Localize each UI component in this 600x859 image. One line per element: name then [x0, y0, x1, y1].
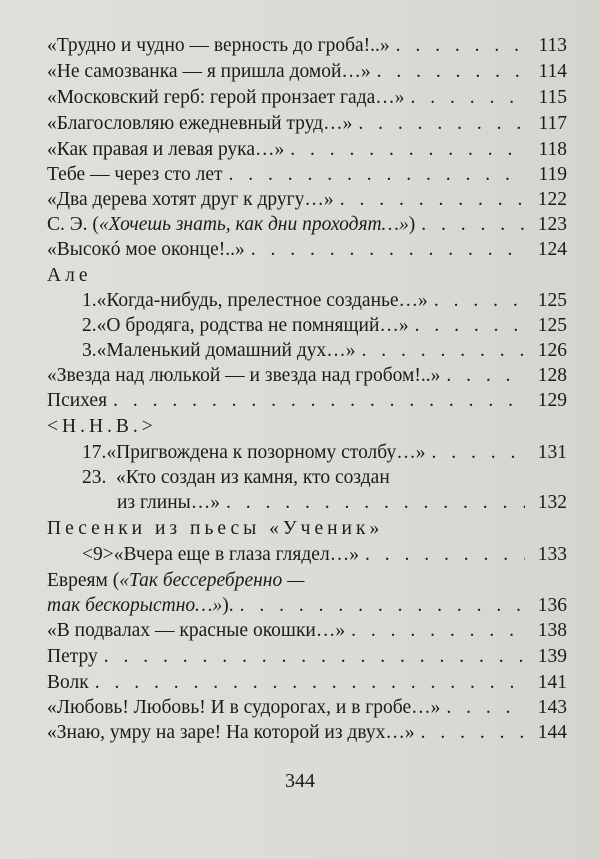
toc-entry-title: «О бродяга, родства не помнящий…» [96, 315, 409, 336]
toc-entry [47, 388, 567, 414]
toc-entry-title: «Высокó мое оконце!..» [47, 239, 245, 260]
toc-entry-title: «Трудно и чудно — верность до гроба!..» [47, 35, 390, 56]
toc-page-number: 114 [538, 61, 567, 82]
toc-subentry-number: 2. [82, 315, 97, 336]
toc-entry [47, 59, 567, 85]
page-number-footer: 344 [285, 770, 315, 792]
toc-entry-title: «Вчера еще в глаза глядел…» [113, 544, 359, 565]
toc-entry-title: Тебе — через сто лет [47, 164, 223, 185]
toc-subentry-number: 1. [82, 290, 97, 311]
dot-leader [421, 720, 525, 746]
toc-page-number: 125 [537, 315, 567, 336]
toc-page-number: 131 [537, 442, 567, 463]
toc-page-number: 136 [537, 595, 567, 616]
toc-entry-title-suffix: ) [408, 214, 416, 235]
dot-leader [415, 313, 525, 339]
toc-entry [47, 568, 567, 594]
dot-leader [113, 388, 525, 414]
toc-page-number: 129 [537, 390, 567, 411]
toc-entry-title: «Пригвождена к позорному столбу…» [106, 442, 426, 463]
toc-entry-title-italic: «Так бессеребренно — [119, 570, 305, 591]
toc-entry-title: «Московский герб: герой пронзает гада…» [47, 87, 405, 108]
toc-subentry [82, 440, 567, 466]
dot-leader [411, 85, 525, 111]
toc-section-heading: Але [47, 265, 92, 286]
dot-leader [290, 137, 525, 163]
toc-page-number: 125 [537, 290, 567, 311]
toc-page-number: 144 [537, 722, 567, 743]
toc-entry-title: «Когда-нибудь, прелестное созданье…» [96, 290, 428, 311]
dot-leader [240, 593, 525, 619]
dot-leader [358, 111, 525, 137]
toc-entry-title: «Не самозванка — я пришла домой…» [47, 61, 371, 82]
toc-section-heading: <Н.Н.В.> [47, 416, 157, 437]
dot-leader [434, 288, 525, 314]
toc-entry-title: «Звезда над люлькой — и звезда над гробом!..» [47, 365, 441, 386]
toc-entry [47, 162, 567, 188]
toc-page-number: 138 [537, 620, 567, 641]
toc-entry [47, 85, 567, 111]
toc-subentry [82, 288, 567, 314]
toc-entry-title: «Два дерева хотят друг к другу…» [47, 189, 334, 210]
toc-entry-title: Волк [47, 672, 89, 693]
toc-section-heading: Песенки из пьесы «Ученик» [47, 518, 384, 539]
toc-page-number: 126 [537, 340, 567, 361]
toc-entry-title: «Знаю, умру на заре! На которой из двух…» [47, 722, 415, 743]
dot-leader [431, 440, 525, 466]
toc-page-number: 113 [538, 35, 567, 56]
toc-entry-title: «Любовь! Любовь! И в судорогах, и в гробе…» [47, 697, 441, 718]
dot-leader [365, 542, 525, 568]
dot-leader [95, 670, 525, 696]
dot-leader [446, 363, 525, 389]
toc-entry [47, 212, 567, 238]
toc-entry-title: Психея [47, 390, 108, 411]
dot-leader [104, 644, 525, 670]
dot-leader [446, 695, 525, 721]
dot-leader [362, 338, 525, 364]
dot-leader [229, 162, 525, 188]
toc-page-number: 133 [537, 544, 567, 565]
toc-entry [47, 695, 567, 721]
dot-leader [377, 59, 525, 85]
toc-entry-title: «В подвалах — красные окошки…» [47, 620, 346, 641]
dot-leader [340, 187, 525, 213]
toc-page-number: 139 [537, 646, 567, 667]
toc-entry [47, 237, 567, 263]
toc-entry-title-prefix: С. Э. ( [47, 214, 99, 235]
dot-leader [421, 212, 525, 238]
toc-subentry-number: 17. [82, 442, 107, 463]
toc-page-number: 124 [537, 239, 567, 260]
toc-entry-title-suffix: ). [222, 595, 234, 616]
toc-entry-title-italic: «Хочешь знать, как дни проходят…» [98, 214, 409, 235]
toc-entry-title-prefix: Евреям ( [47, 570, 120, 591]
toc-entry [47, 33, 567, 59]
toc-entry [47, 187, 567, 213]
toc-entry-title [47, 593, 234, 619]
dot-leader [226, 490, 525, 516]
toc-entry [47, 720, 567, 746]
toc-page-number: 115 [538, 87, 567, 108]
toc-entry-title: «Благословляю ежедневный труд…» [47, 113, 353, 134]
toc-page-number: 119 [538, 164, 567, 185]
toc-page-number: 141 [537, 672, 567, 693]
toc-entry [47, 137, 567, 163]
toc-entry [47, 644, 567, 670]
toc-subentry [82, 338, 567, 364]
toc-subentry [82, 542, 567, 568]
toc-page-number: 117 [538, 113, 567, 134]
toc-entry-title: «Как правая и левая рука…» [47, 139, 285, 160]
toc-entry [47, 111, 567, 137]
toc-page-number: 118 [538, 139, 567, 160]
toc-page-number: 132 [537, 492, 567, 513]
toc-entry-title: «Маленький домашний дух…» [96, 340, 356, 361]
dot-leader [251, 237, 525, 263]
dot-leader [396, 33, 525, 59]
toc-page-number: 122 [537, 189, 567, 210]
toc-entry-title: Петру [47, 646, 98, 667]
toc-subentry-number: 23. [82, 467, 107, 488]
toc-entry-continuation [47, 593, 567, 619]
toc-entry [47, 618, 567, 644]
toc-entry [47, 363, 567, 389]
toc-page-number: 143 [537, 697, 567, 718]
toc-entry-continuation [117, 490, 567, 516]
toc-subentry [82, 465, 567, 491]
toc-entry-title: из глины…» [117, 492, 220, 513]
toc-page-number: 128 [537, 365, 567, 386]
dot-leader [351, 618, 525, 644]
toc-entry [47, 670, 567, 696]
toc-subentry-number: 3. [82, 340, 97, 361]
toc-page-number: 123 [537, 214, 567, 235]
toc-entry-title [47, 568, 304, 594]
toc-entry-title-italic: так бескорыстно…» [47, 595, 223, 616]
toc-subentry-number: <9> [82, 544, 114, 565]
toc-entry-title [47, 212, 415, 238]
toc-subentry [82, 313, 567, 339]
toc-entry-title: «Кто создан из камня, кто создан [116, 467, 390, 488]
